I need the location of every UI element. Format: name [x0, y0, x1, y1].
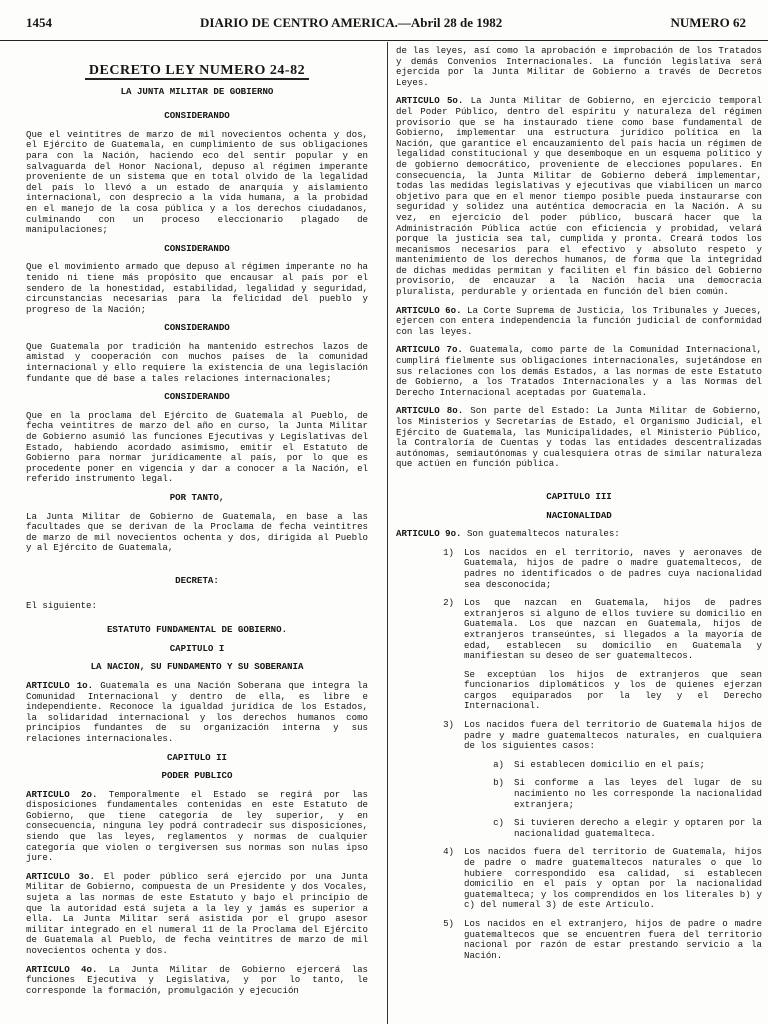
list-item: 2) Los que nazcan en Guatemala, hijos de padres extranjeros si alguno de ellos tuviere su domicilio en Guatemala. Los que nazcan en Guatemala, hijos de extranjeros transeúntes, si llegados a la mayoría de edad, establecen su domicilio en Guatemala y manifiestan su deseo de ser guatemaltecos. [443, 597, 762, 662]
sub-item: c) Si tuvieren derecho a elegir y optaren por la nacionalidad guatemalteca. [493, 817, 762, 839]
list-item: 1) Los nacidos en el territorio, naves y aeronaves de Guatemala, hijos de padre o madre guatemaltecos, de padres no identificados o de padres cuya nacionalidad sea desconocida; [443, 546, 762, 590]
article-3: ARTICULO 3o. El poder público será ejercido por una Junta Militar de Gobierno, compuesta de un Presidente y dos Vocales, sujeta a las normas de este Estatuto y bajo el principio de que la autoridad está sujeta a la ley y jamás es superior a ella. La Junta Militar será asistida por el grupo asesor militar integrado en el numeral 11 de la Proclama del Ejército de Guatemala al Pueblo, de fecha veintitres de marzo de mil novecientos ochenta y dos. [26, 870, 368, 956]
por-tanto-paragraph: La Junta Militar de Gobierno de Guatemala, en base a las facultades que se derivan de la Proclama de fecha veintitres de marzo de mil novecientos ochenta y dos, dirigida al Pueblo y al Ejército de Guatemala, [26, 510, 368, 554]
article-8: ARTICULO 8o. Son parte del Estado: La Junta Militar de Gobierno, los Ministerios y Secretarías de Estado, el Organismo Judicial, el Ejército de Guatemala, las Municipalidades, el Ministerio Público, la Contraloría de Cuentas y todas las entidades descentralizadas autónomas, semiautónomas y cualesquiera otras de similar naturaleza que actúen en función pública. [396, 405, 762, 470]
issuer: LA JUNTA MILITAR DE GOBIERNO [120, 85, 274, 97]
considerando-paragraph: Que en la proclama del Ejército de Guatemala al Pueblo, de fecha veintitres de marzo del año en curso, la Junta Militar de Gobierno asumió las funciones Ejecutivas y Legislativas del Estado, habiendo acordado asimismo, emitir el Estatuto de Gobierno para normar jurídicamente al país, por lo que es procedente poner en vigencia y dar a conocer a la Nación, el referido instrumento legal. [26, 409, 368, 485]
considerando-paragraph: Que el movimiento armado que depuso al régimen imperante no ha tenido ni tiene más propósito que encausar al país por el sendero de la honestidad, estabilidad, legalidad y seguridad, circunstancias necesarias para la felicidad del pueblo y progreso de la Nación; [26, 261, 368, 315]
page-number: 1454 [26, 15, 52, 30]
publication-title: DIARIO DE CENTRO AMERICA.—Abril 28 de 1982 [200, 15, 503, 30]
chapter-title: PODER PUBLICO [161, 770, 233, 782]
list-item: 3) Los nacidos fuera del territorio de Guatemala hijos de padre y madre guatemaltecos naturales, en cualquiera de los siguientes casos: [443, 719, 762, 752]
article-2: ARTICULO 2o. Temporalmente el Estado se regirá por las disposiciones fundamentales contenidas en este Estatuto de Gobierno, que tiene categoría de ley superior, y en consecuencia, ninguna ley podrá contradecir sus disposiciones, siendo que las leyes, reglamentos y normas de cualquier categoría que violen o tergiversen sus normas son nulas ipso jure. [26, 788, 368, 864]
chapter-heading: CAPITULO II [166, 751, 228, 763]
article-9: ARTICULO 9o. Son guatemaltecos naturales: [396, 528, 620, 540]
column-divider [387, 42, 388, 1024]
el-siguiente: El siguiente: [26, 599, 97, 611]
article-7: ARTICULO 7o. Guatemala, como parte de la Comunidad Internacional, cumplirá fielmente sus obligaciones internacionales, sujetándose en sus relaciones con los demás Estados, a las normas de este Estatuto de Gobierno, a los Tratados Internacionales y a las Normas del Derecho Internacional aceptadas por Guatemala. [396, 344, 762, 398]
sub-item: b) Si conforme a las leyes del lugar de su nacimiento no les corresponde la nacionalidad extranjera; [493, 777, 762, 810]
considerando-heading: CONSIDERANDO [164, 391, 230, 403]
list-item: 5) Los nacidos en el extranjero, hijos de padre o madre guatemaltecos que se encuentren fuera del territorio nacional por razón de estar prestando servicio a la Nación. [443, 917, 762, 961]
statute-title: ESTATUTO FUNDAMENTAL DE GOBIERNO. [106, 624, 288, 636]
por-tanto-heading: POR TANTO, [169, 492, 225, 503]
decree-title: DECRETO LEY NUMERO 24-82 [26, 66, 368, 77]
issue-number: NUMERO 62 [670, 15, 746, 30]
sub-item: a) Si establecen domicilio en el país; [493, 758, 705, 770]
nationality-list [396, 548, 762, 962]
article-1: ARTICULO 1o. Guatemala es una Nación Soberana que integra la Comunidad Internacional y dentro de ella, es libre e independiente. Reconoce la igualdad jurídica de los Estados, la solidaridad internacional y los derechos humanos como principios fundantes de su organización interna y sus relaciones internacionales. [26, 679, 368, 744]
chapter-title: LA NACION, SU FUNDAMENTO Y SU SOBERANIA [90, 661, 304, 673]
page-header [0, 0, 768, 41]
considerando-paragraph: Que el veintitres de marzo de mil novecientos ochenta y dos, el Ejército de Guatemala, en cumplimiento de sus obligaciones para con la Nación, haciendo eco del sentir popular y en salvaguarda del Honor Nacional, depuso al régimen imperante proveniente de un sistema que en total olvido de la legalidad del país lo llevó a un estado de anarquía y aislamiento internacional, con desprecio a la vida humana, a la probidad en el manejo de la cosa pública y a los derechos ciudadanos, culminando con un proceso eleccionario plagado de manipulaciones; [26, 128, 368, 236]
decreta-heading: DECRETA: [175, 574, 219, 586]
chapter-title: NACIONALIDAD [546, 509, 612, 521]
left-column [26, 46, 368, 996]
exception-paragraph: Se exceptúan los hijos de extranjeros que sean funcionarios diplomáticos y los de quienes ejerzan cargos equiparados por la ley y el Derecho Internacional. [464, 668, 762, 712]
chapter-heading: CAPITULO III [546, 490, 612, 502]
article-4: ARTICULO 4o. La Junta Militar de Gobierno ejercerá las funciones Ejecutiva y Legislativa, y por lo tanto, le corresponde la formación, promulgación y ejecución [26, 963, 368, 996]
list-item: 4) Los nacidos fuera del territorio de Guatemala, hijos de padre o madre guatemaltecos naturales o que lo hubiere correspondido esa calidad, si establecen domicilio en el país y optan por la nacionalidad guatemalteca; y los comprendidos en los literales b) y c) del numeral 3) de este Artículo. [443, 846, 762, 911]
right-column [396, 46, 762, 969]
continued-paragraph: de las leyes, así como la aprobación e improbación de los Tratados y demás Convenios Internacionales. La función legislativa será ejercida por la Junta Militar de Gobierno a través de Decretos Leyes. [396, 45, 762, 88]
article-6: ARTICULO 6o. La Corte Suprema de Justicia, los Tribunales y Jueces, ejercen con entera independencia la función judicial de conformidad con las leyes. [396, 304, 762, 337]
article-5: ARTICULO 5o. La Junta Militar de Gobierno, en ejercicio temporal del Poder Público, dentro del espíritu y naturaleza del régimen provisorio que se ha instaurado tiene como base fundamental de Gobierno, implementar una estructura jurídico política en la Nación, que garantice el encauzamiento del país hacia un régimen de legalidad constitucional y que desemboque en un esquema político y de gobierno democrático, proveniente de elecciones populares. En consecuencia, la Junta Militar de Gobierno deberá implementar, todas las medidas legislativas y ejecutivas que viabilicen un marco objetivo para que en el menor tiempo posible pueda instaurarse con seguridad y solidez una auténtica democracia en la Nación. A su vez, en ejercicio del poder público, buscará hacer que la Administración Pública actúe con eficiencia y probidad, velará porque la justicia sea tal, cumplida y pronta. Creará todos los mecanismos necesarios para el efectivo y absoluto respeto y mantenimiento de los derechos humanos, de forma que la integridad de dichas medidas permitan y faciliten el fin básico del Gobierno provisorio, de encauzar a la Nación hacia una democracia pluralista, perdurable y orientada en función del bien común. [396, 95, 762, 298]
considerando-paragraph: Que Guatemala por tradición ha mantenido estrechos lazos de amistad y cooperación con muchos países de la comunidad internacional y ello requiere la existencia de una legislación fundante que dé base a tales relaciones internacionales; [26, 340, 368, 384]
considerando-heading: CONSIDERANDO [164, 322, 230, 334]
considerando-heading: CONSIDERANDO [164, 242, 230, 254]
considerando-heading: CONSIDERANDO [164, 110, 230, 122]
chapter-heading: CAPITULO I [169, 642, 225, 654]
